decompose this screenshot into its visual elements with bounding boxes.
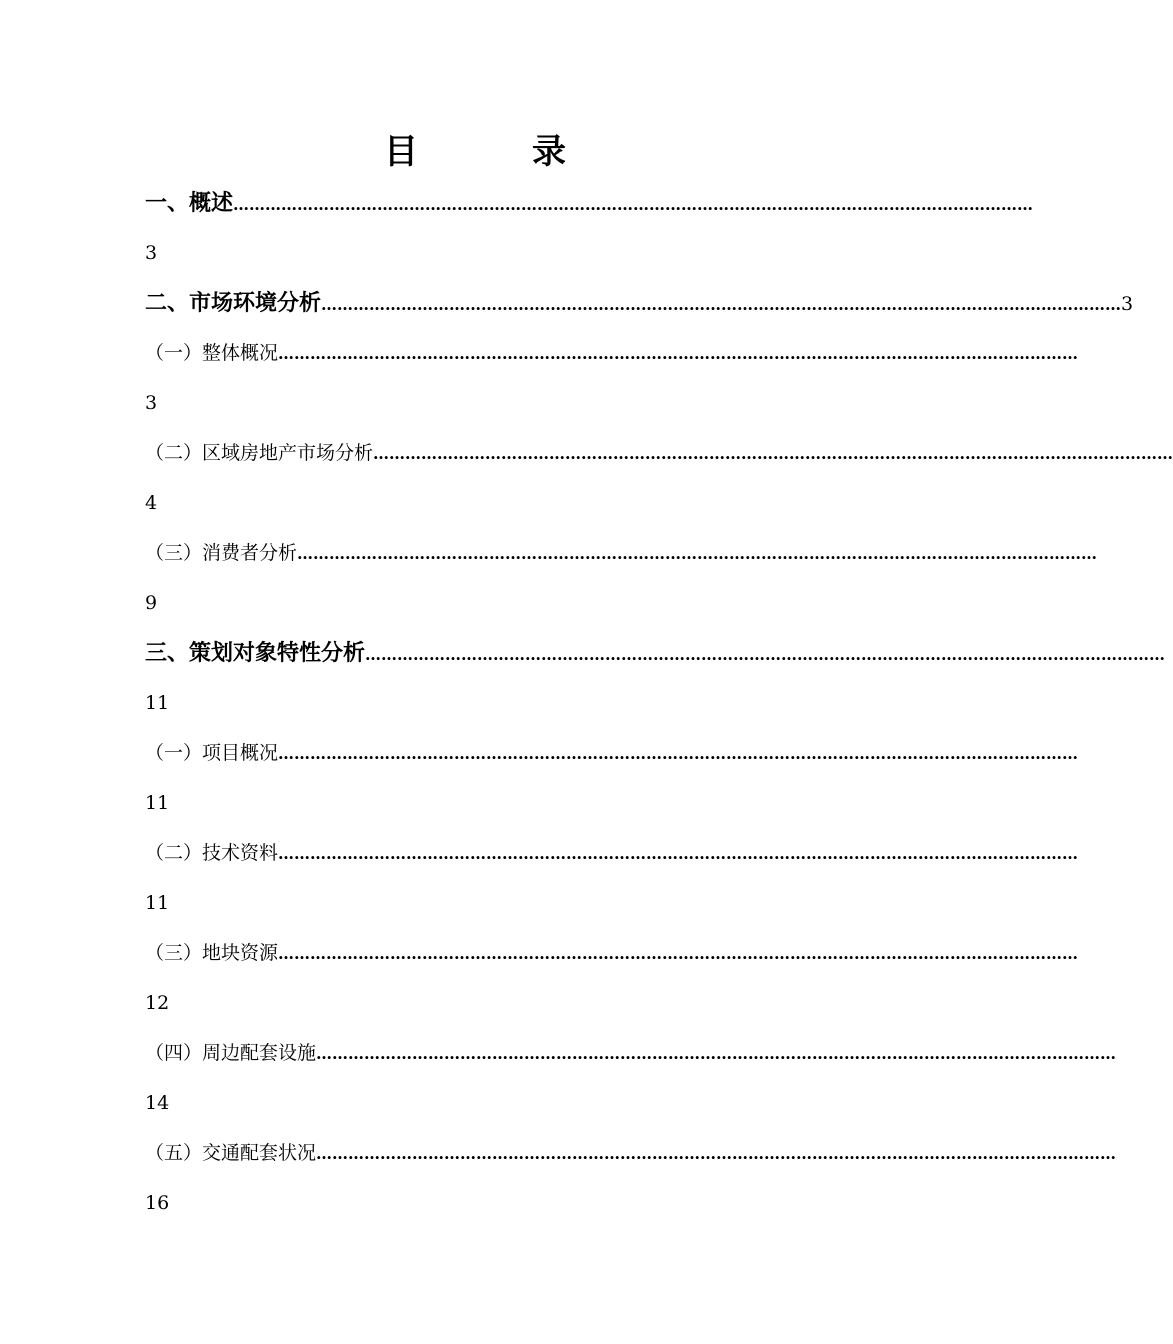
toc-entry-regional-market[interactable] [145, 428, 1173, 528]
toc-entry-traffic-facilities[interactable] [145, 1128, 1117, 1228]
toc-entry-page-number: 14 [145, 1092, 170, 1114]
table-of-contents [145, 178, 1173, 1228]
toc-entry-page-number: 11 [145, 692, 170, 714]
toc-entry-page-number: 3 [145, 242, 158, 264]
toc-entry-label: （三）地块资源 [145, 942, 279, 964]
toc-entry-project-overview[interactable] [145, 728, 1079, 828]
toc-entry-page-number: 16 [145, 1192, 170, 1214]
toc-entry-page-number: 3 [145, 392, 158, 414]
toc-entry-label: （一）整体概况 [145, 342, 279, 364]
dot-leader: …………………………………………………………………………………………………………………………………… [278, 344, 1079, 363]
toc-entry-land-resources[interactable] [145, 928, 1079, 1028]
dot-leader: …………………………………………………………………………………………………………………………………… [278, 844, 1079, 863]
toc-entry-consumer-analysis[interactable] [145, 528, 1098, 628]
toc-entry-page-number: 11 [145, 892, 170, 914]
dot-leader: …………………………………………………………………………………………………………………………………… [297, 544, 1098, 563]
dot-leader: …………………………………………………………………………………………………………………………………… [321, 295, 1122, 314]
toc-entry-page-number: 9 [145, 592, 158, 614]
dot-leader: …………………………………………………………………………………………………………………………………… [316, 1044, 1117, 1063]
dot-leader: …………………………………………………………………………………………………………………………………… [233, 195, 1034, 214]
toc-entry-label: （二）技术资料 [145, 842, 279, 864]
toc-entry-label: （一）项目概况 [145, 742, 279, 764]
toc-entry-market-environment[interactable] [145, 278, 1134, 328]
toc-entry-label: （五）交通配套状况 [145, 1142, 317, 1164]
toc-entry-label: 一、概述 [145, 190, 234, 216]
toc-entry-label: 二、市场环境分析 [145, 290, 322, 316]
toc-entry-planning-object[interactable] [145, 628, 1166, 728]
dot-leader: …………………………………………………………………………………………………………………………………… [278, 944, 1079, 963]
dot-leader: …………………………………………………………………………………………………………………………………… [278, 744, 1079, 763]
toc-entry-label: 三、策划对象特性分析 [145, 640, 366, 666]
dot-leader: …………………………………………………………………………………………………………………………………… [373, 444, 1173, 463]
toc-entry-overview[interactable] [145, 178, 1034, 278]
toc-entry-surrounding-facilities[interactable] [145, 1028, 1117, 1128]
dot-leader: …………………………………………………………………………………………………………………………………… [365, 645, 1166, 664]
toc-entry-page-number: 4 [145, 492, 158, 514]
toc-entry-overall-overview[interactable] [145, 328, 1079, 428]
toc-entry-technical-data[interactable] [145, 828, 1079, 928]
toc-entry-page-number: 12 [145, 992, 170, 1014]
dot-leader: …………………………………………………………………………………………………………………………………… [316, 1144, 1117, 1163]
toc-entry-label: （三）消费者分析 [145, 542, 298, 564]
toc-entry-page-number: 3 [1121, 293, 1134, 315]
toc-entry-label: （二）区域房地产市场分析 [145, 442, 374, 464]
toc-title: 目 录 [384, 132, 606, 172]
toc-entry-page-number: 11 [145, 792, 170, 814]
toc-entry-label: （四）周边配套设施 [145, 1042, 317, 1064]
